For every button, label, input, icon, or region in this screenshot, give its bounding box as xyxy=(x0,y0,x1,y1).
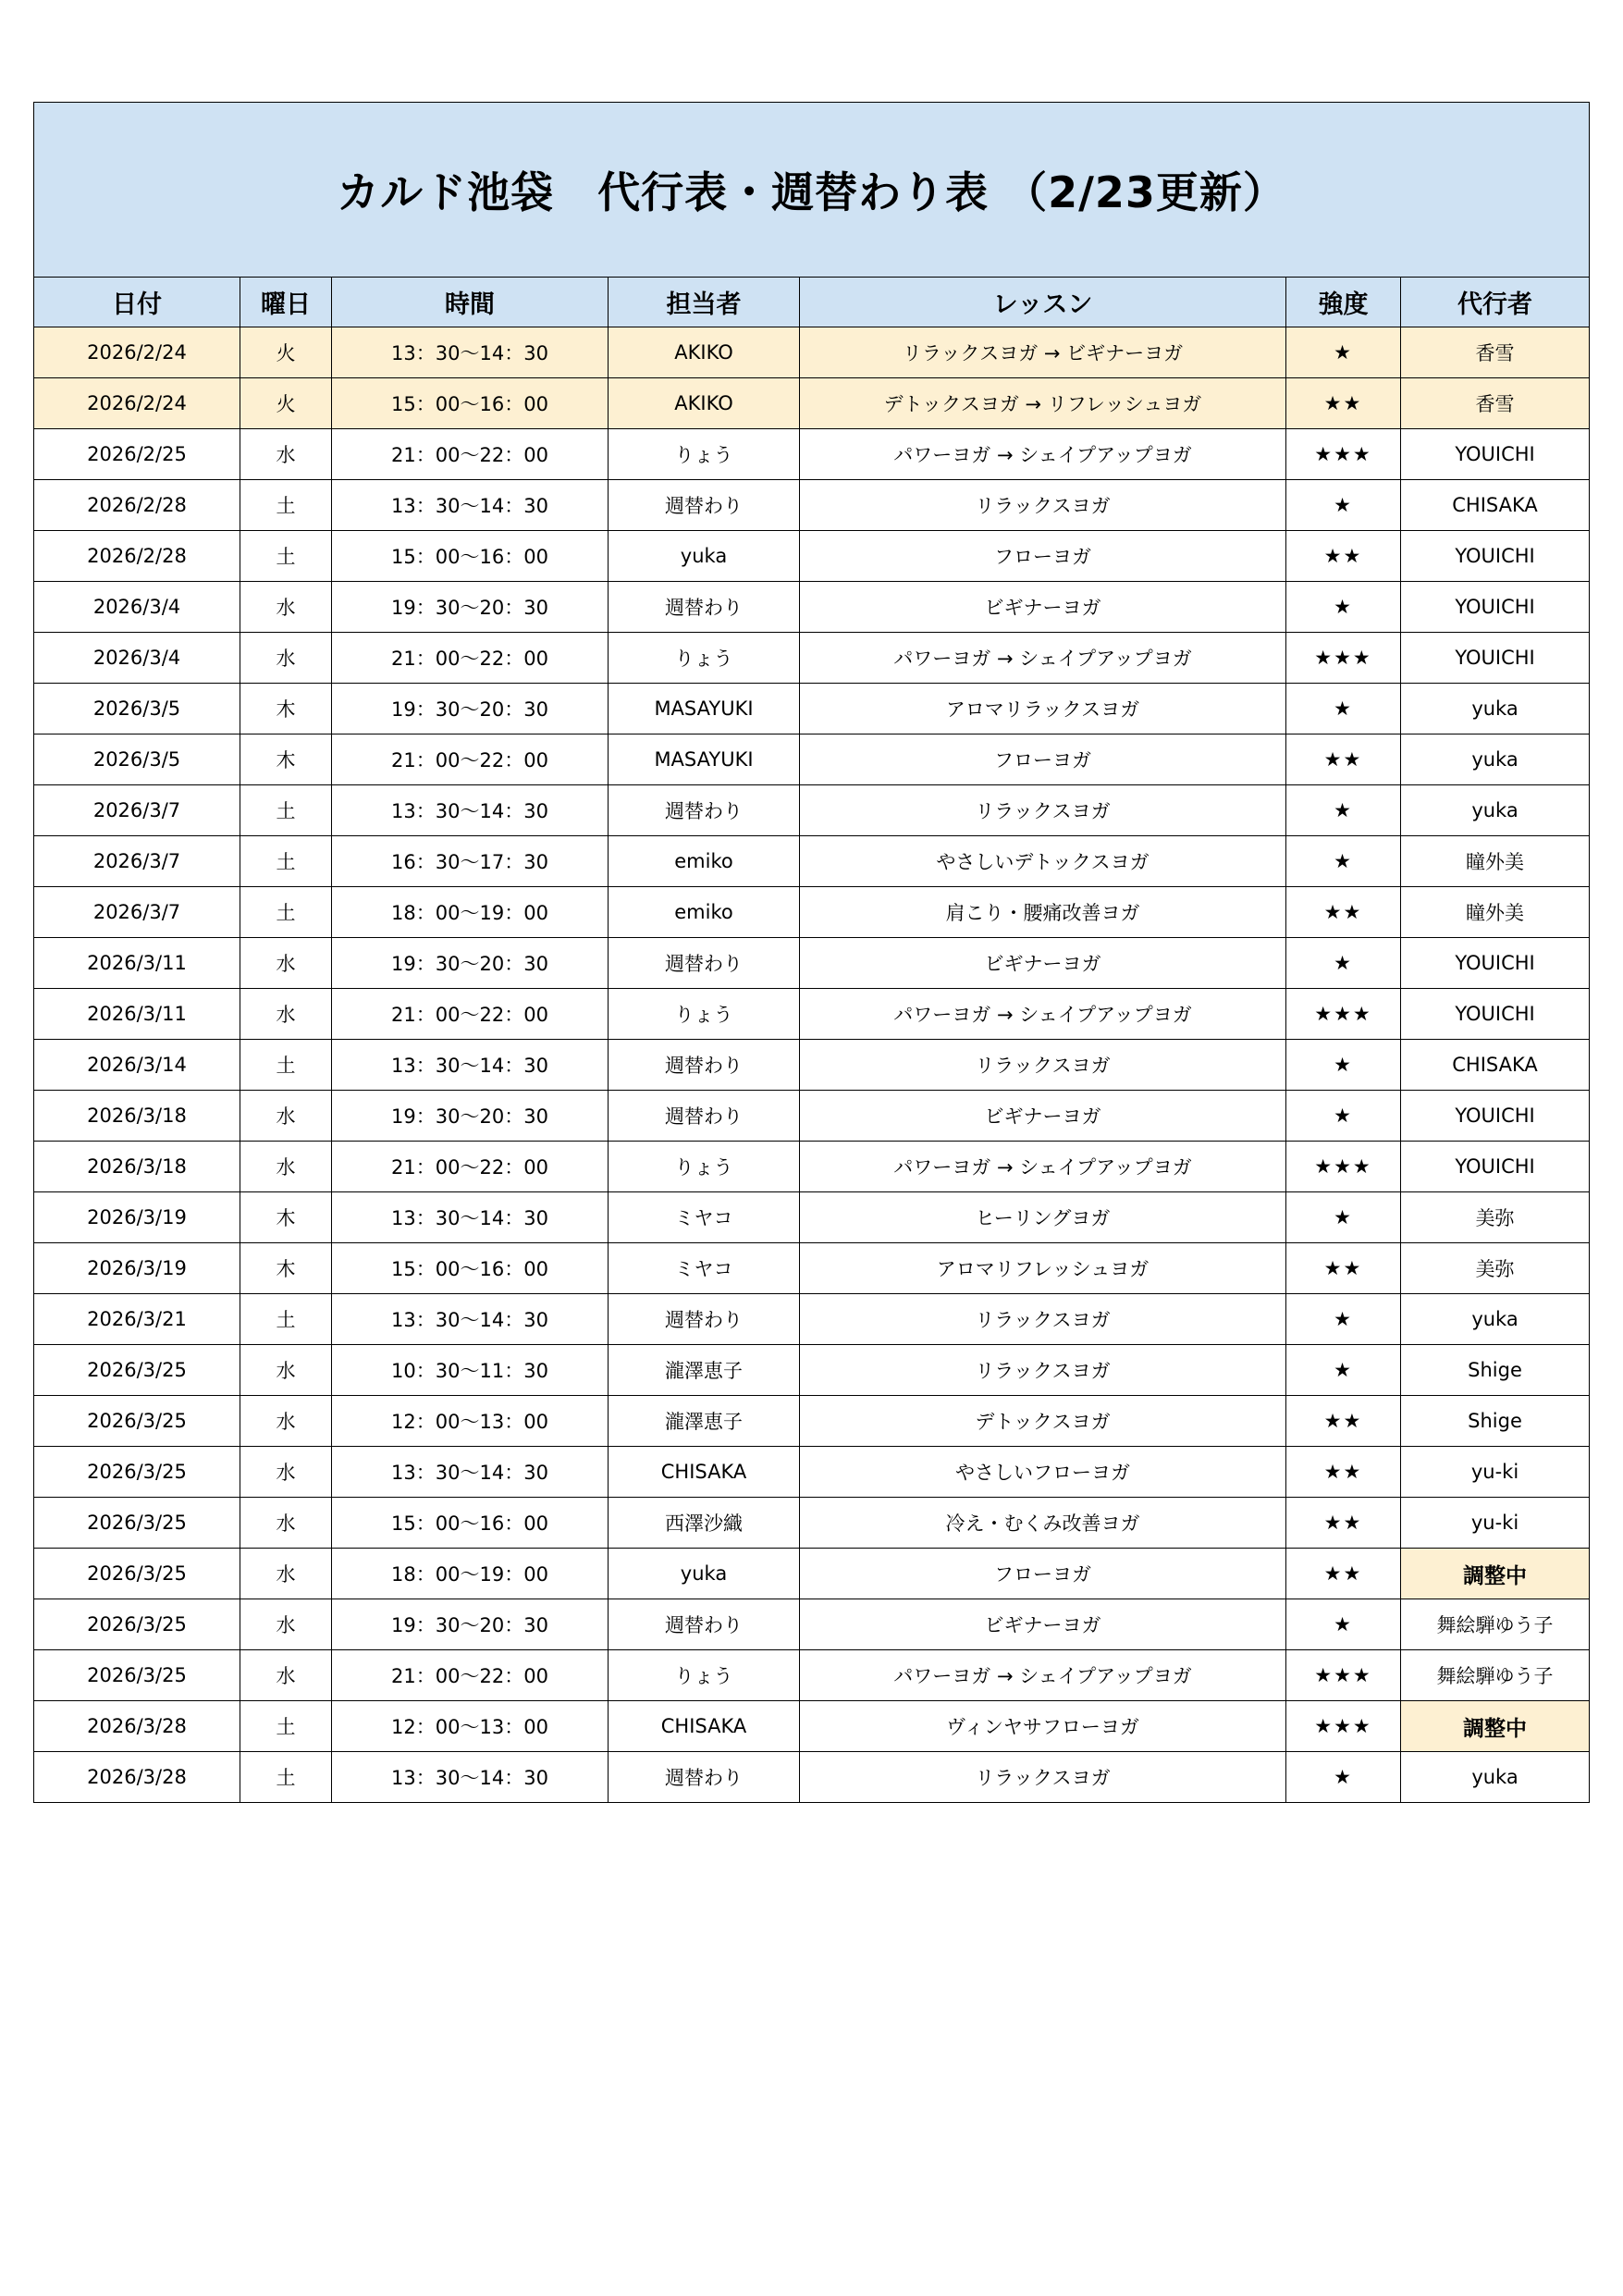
instructor-cell: りょう xyxy=(609,1650,800,1701)
intensity-cell: ★ xyxy=(1286,684,1401,734)
intensity-cell: ★ xyxy=(1286,327,1401,378)
substitute-cell: 瞳外美 xyxy=(1401,887,1590,938)
date-cell: 2026/2/24 xyxy=(34,327,240,378)
table-row xyxy=(34,327,1590,378)
intensity-cell: ★★★ xyxy=(1286,989,1401,1040)
lesson-cell: リラックスヨガ xyxy=(800,1752,1286,1803)
date-cell: 2026/3/4 xyxy=(34,633,240,684)
lesson-cell: リラックスヨガ xyxy=(800,785,1286,836)
time-cell: 19：30〜20：30 xyxy=(332,1091,609,1142)
table-row xyxy=(34,1599,1590,1650)
intensity-cell: ★★ xyxy=(1286,887,1401,938)
table-row xyxy=(34,887,1590,938)
lesson-cell: フローヨガ xyxy=(800,1549,1286,1599)
instructor-cell: AKIKO xyxy=(609,378,800,429)
date-cell: 2026/2/28 xyxy=(34,480,240,531)
table-row xyxy=(34,582,1590,633)
table-row xyxy=(34,1752,1590,1803)
date-cell: 2026/3/25 xyxy=(34,1396,240,1447)
instructor-cell: ミヤコ xyxy=(609,1192,800,1243)
table-row xyxy=(34,1040,1590,1091)
table-row xyxy=(34,1701,1590,1752)
day-cell: 土 xyxy=(240,1040,332,1091)
time-cell: 13：30〜14：30 xyxy=(332,1192,609,1243)
table-row xyxy=(34,378,1590,429)
table-row xyxy=(34,734,1590,785)
date-cell: 2026/3/25 xyxy=(34,1549,240,1599)
substitute-cell: 美弥 xyxy=(1401,1243,1590,1294)
table-row xyxy=(34,1091,1590,1142)
substitute-cell: 瞳外美 xyxy=(1401,836,1590,887)
date-cell: 2026/2/28 xyxy=(34,531,240,582)
day-cell: 水 xyxy=(240,1447,332,1498)
substitute-cell: YOUICHI xyxy=(1401,938,1590,989)
time-cell: 21：00〜22：00 xyxy=(332,1142,609,1192)
time-cell: 21：00〜22：00 xyxy=(332,633,609,684)
day-cell: 土 xyxy=(240,785,332,836)
column-header-time: 時間 xyxy=(332,278,609,327)
intensity-cell: ★ xyxy=(1286,1345,1401,1396)
lesson-cell: ヴィンヤサフローヨガ xyxy=(800,1701,1286,1752)
intensity-cell: ★★ xyxy=(1286,531,1401,582)
time-cell: 13：30〜14：30 xyxy=(332,1294,609,1345)
substitute-cell: yu-ki xyxy=(1401,1498,1590,1549)
time-cell: 18：00〜19：00 xyxy=(332,887,609,938)
schedule-rows xyxy=(34,327,1590,1803)
time-cell: 19：30〜20：30 xyxy=(332,582,609,633)
lesson-cell: ビギナーヨガ xyxy=(800,1091,1286,1142)
intensity-cell: ★★ xyxy=(1286,1243,1401,1294)
date-cell: 2026/3/5 xyxy=(34,684,240,734)
instructor-cell: 週替わり xyxy=(609,938,800,989)
time-cell: 21：00〜22：00 xyxy=(332,989,609,1040)
lesson-cell: 肩こり・腰痛改善ヨガ xyxy=(800,887,1286,938)
time-cell: 12：00〜13：00 xyxy=(332,1701,609,1752)
time-cell: 21：00〜22：00 xyxy=(332,734,609,785)
instructor-cell: ミヤコ xyxy=(609,1243,800,1294)
day-cell: 水 xyxy=(240,633,332,684)
day-cell: 木 xyxy=(240,684,332,734)
substitute-cell: 香雪 xyxy=(1401,327,1590,378)
day-cell: 土 xyxy=(240,1294,332,1345)
instructor-cell: MASAYUKI xyxy=(609,684,800,734)
day-cell: 土 xyxy=(240,480,332,531)
substitute-cell: YOUICHI xyxy=(1401,989,1590,1040)
lesson-cell: ビギナーヨガ xyxy=(800,938,1286,989)
table-row xyxy=(34,1650,1590,1701)
intensity-cell: ★ xyxy=(1286,582,1401,633)
intensity-cell: ★ xyxy=(1286,938,1401,989)
instructor-cell: 週替わり xyxy=(609,1294,800,1345)
substitute-cell: 舞絵騨ゆう子 xyxy=(1401,1650,1590,1701)
substitute-cell: yuka xyxy=(1401,734,1590,785)
date-cell: 2026/3/7 xyxy=(34,836,240,887)
substitute-cell: CHISAKA xyxy=(1401,1040,1590,1091)
substitute-cell: 調整中 xyxy=(1401,1549,1590,1599)
lesson-cell: パワーヨガ → シェイプアップヨガ xyxy=(800,989,1286,1040)
date-cell: 2026/3/18 xyxy=(34,1091,240,1142)
lesson-cell: やさしいデトックスヨガ xyxy=(800,836,1286,887)
day-cell: 水 xyxy=(240,1396,332,1447)
intensity-cell: ★★★ xyxy=(1286,633,1401,684)
table-row xyxy=(34,429,1590,480)
intensity-cell: ★ xyxy=(1286,1040,1401,1091)
substitute-cell: YOUICHI xyxy=(1401,1091,1590,1142)
time-cell: 13：30〜14：30 xyxy=(332,1752,609,1803)
substitute-cell: yuka xyxy=(1401,1752,1590,1803)
table-row xyxy=(34,531,1590,582)
time-cell: 13：30〜14：30 xyxy=(332,1040,609,1091)
intensity-cell: ★★ xyxy=(1286,1396,1401,1447)
day-cell: 木 xyxy=(240,1243,332,1294)
date-cell: 2026/2/24 xyxy=(34,378,240,429)
column-header-date: 日付 xyxy=(34,278,240,327)
lesson-cell: ビギナーヨガ xyxy=(800,582,1286,633)
substitute-cell: YOUICHI xyxy=(1401,582,1590,633)
substitute-cell: 美弥 xyxy=(1401,1192,1590,1243)
day-cell: 土 xyxy=(240,531,332,582)
substitute-schedule-table xyxy=(33,102,1590,1803)
date-cell: 2026/3/25 xyxy=(34,1650,240,1701)
column-header-day: 曜日 xyxy=(240,278,332,327)
time-cell: 13：30〜14：30 xyxy=(332,785,609,836)
intensity-cell: ★★★ xyxy=(1286,429,1401,480)
instructor-cell: emiko xyxy=(609,836,800,887)
time-cell: 15：00〜16：00 xyxy=(332,531,609,582)
instructor-cell: 週替わり xyxy=(609,1040,800,1091)
date-cell: 2026/3/11 xyxy=(34,938,240,989)
column-header-substitute: 代行者 xyxy=(1401,278,1590,327)
instructor-cell: yuka xyxy=(609,531,800,582)
time-cell: 19：30〜20：30 xyxy=(332,1599,609,1650)
instructor-cell: りょう xyxy=(609,633,800,684)
day-cell: 水 xyxy=(240,1091,332,1142)
time-cell: 19：30〜20：30 xyxy=(332,938,609,989)
lesson-cell: パワーヨガ → シェイプアップヨガ xyxy=(800,1650,1286,1701)
intensity-cell: ★★★ xyxy=(1286,1650,1401,1701)
column-header-instructor: 担当者 xyxy=(609,278,800,327)
substitute-cell: CHISAKA xyxy=(1401,480,1590,531)
date-cell: 2026/3/25 xyxy=(34,1498,240,1549)
intensity-cell: ★★★ xyxy=(1286,1701,1401,1752)
intensity-cell: ★★★ xyxy=(1286,1142,1401,1192)
intensity-cell: ★★ xyxy=(1286,1549,1401,1599)
lesson-cell: リラックスヨガ → ビギナーヨガ xyxy=(800,327,1286,378)
instructor-cell: 週替わり xyxy=(609,480,800,531)
table-row xyxy=(34,480,1590,531)
day-cell: 水 xyxy=(240,582,332,633)
substitute-cell: yuka xyxy=(1401,1294,1590,1345)
date-cell: 2026/3/28 xyxy=(34,1752,240,1803)
day-cell: 水 xyxy=(240,1142,332,1192)
table-row xyxy=(34,1294,1590,1345)
date-cell: 2026/3/21 xyxy=(34,1294,240,1345)
lesson-cell: 冷え・むくみ改善ヨガ xyxy=(800,1498,1286,1549)
intensity-cell: ★ xyxy=(1286,1599,1401,1650)
intensity-cell: ★ xyxy=(1286,785,1401,836)
column-header-lesson: レッスン xyxy=(800,278,1286,327)
day-cell: 火 xyxy=(240,327,332,378)
column-header-intensity: 強度 xyxy=(1286,278,1401,327)
intensity-cell: ★ xyxy=(1286,836,1401,887)
title-row xyxy=(34,103,1590,278)
day-cell: 火 xyxy=(240,378,332,429)
instructor-cell: 瀧澤恵子 xyxy=(609,1345,800,1396)
instructor-cell: CHISAKA xyxy=(609,1447,800,1498)
lesson-cell: やさしいフローヨガ xyxy=(800,1447,1286,1498)
time-cell: 15：00〜16：00 xyxy=(332,378,609,429)
time-cell: 15：00〜16：00 xyxy=(332,1498,609,1549)
table-row xyxy=(34,1345,1590,1396)
instructor-cell: 西澤沙織 xyxy=(609,1498,800,1549)
instructor-cell: 週替わり xyxy=(609,582,800,633)
instructor-cell: 週替わり xyxy=(609,1599,800,1650)
intensity-cell: ★★ xyxy=(1286,734,1401,785)
substitute-cell: 調整中 xyxy=(1401,1701,1590,1752)
table-row xyxy=(34,1192,1590,1243)
date-cell: 2026/3/14 xyxy=(34,1040,240,1091)
table-row xyxy=(34,938,1590,989)
day-cell: 水 xyxy=(240,1599,332,1650)
intensity-cell: ★ xyxy=(1286,1294,1401,1345)
day-cell: 水 xyxy=(240,1549,332,1599)
lesson-cell: リラックスヨガ xyxy=(800,1345,1286,1396)
day-cell: 土 xyxy=(240,1752,332,1803)
substitute-cell: Shige xyxy=(1401,1345,1590,1396)
substitute-cell: YOUICHI xyxy=(1401,429,1590,480)
instructor-cell: りょう xyxy=(609,429,800,480)
date-cell: 2026/3/25 xyxy=(34,1447,240,1498)
substitute-cell: 香雪 xyxy=(1401,378,1590,429)
table-row xyxy=(34,684,1590,734)
substitute-cell: YOUICHI xyxy=(1401,1142,1590,1192)
instructor-cell: 週替わり xyxy=(609,1091,800,1142)
time-cell: 10：30〜11：30 xyxy=(332,1345,609,1396)
time-cell: 21：00〜22：00 xyxy=(332,429,609,480)
table-row xyxy=(34,989,1590,1040)
day-cell: 水 xyxy=(240,429,332,480)
date-cell: 2026/3/11 xyxy=(34,989,240,1040)
lesson-cell: リラックスヨガ xyxy=(800,1294,1286,1345)
intensity-cell: ★★ xyxy=(1286,1447,1401,1498)
time-cell: 16：30〜17：30 xyxy=(332,836,609,887)
table-row xyxy=(34,836,1590,887)
day-cell: 木 xyxy=(240,734,332,785)
date-cell: 2026/3/19 xyxy=(34,1192,240,1243)
lesson-cell: ビギナーヨガ xyxy=(800,1599,1286,1650)
table-row xyxy=(34,785,1590,836)
lesson-cell: フローヨガ xyxy=(800,734,1286,785)
table-row xyxy=(34,1243,1590,1294)
instructor-cell: CHISAKA xyxy=(609,1701,800,1752)
time-cell: 13：30〜14：30 xyxy=(332,327,609,378)
lesson-cell: パワーヨガ → シェイプアップヨガ xyxy=(800,633,1286,684)
day-cell: 水 xyxy=(240,1345,332,1396)
instructor-cell: 瀧澤恵子 xyxy=(609,1396,800,1447)
instructor-cell: りょう xyxy=(609,989,800,1040)
date-cell: 2026/3/28 xyxy=(34,1701,240,1752)
table-row xyxy=(34,1549,1590,1599)
instructor-cell: 週替わり xyxy=(609,1752,800,1803)
date-cell: 2026/3/25 xyxy=(34,1599,240,1650)
substitute-cell: yuka xyxy=(1401,785,1590,836)
time-cell: 19：30〜20：30 xyxy=(332,684,609,734)
instructor-cell: yuka xyxy=(609,1549,800,1599)
lesson-cell: アロマリフレッシュヨガ xyxy=(800,1243,1286,1294)
time-cell: 13：30〜14：30 xyxy=(332,1447,609,1498)
lesson-cell: リラックスヨガ xyxy=(800,480,1286,531)
lesson-cell: パワーヨガ → シェイプアップヨガ xyxy=(800,1142,1286,1192)
substitute-cell: Shige xyxy=(1401,1396,1590,1447)
column-header-row xyxy=(34,278,1590,327)
day-cell: 水 xyxy=(240,989,332,1040)
table-row xyxy=(34,1142,1590,1192)
lesson-cell: ヒーリングヨガ xyxy=(800,1192,1286,1243)
day-cell: 木 xyxy=(240,1192,332,1243)
day-cell: 水 xyxy=(240,938,332,989)
instructor-cell: 週替わり xyxy=(609,785,800,836)
time-cell: 15：00〜16：00 xyxy=(332,1243,609,1294)
instructor-cell: MASAYUKI xyxy=(609,734,800,785)
date-cell: 2026/3/7 xyxy=(34,785,240,836)
lesson-cell: デトックスヨガ → リフレッシュヨガ xyxy=(800,378,1286,429)
lesson-cell: フローヨガ xyxy=(800,531,1286,582)
day-cell: 土 xyxy=(240,887,332,938)
day-cell: 水 xyxy=(240,1650,332,1701)
date-cell: 2026/2/25 xyxy=(34,429,240,480)
intensity-cell: ★ xyxy=(1286,480,1401,531)
time-cell: 18：00〜19：00 xyxy=(332,1549,609,1599)
page-title: カルド池袋 代行表・週替わり表 （2/23更新） xyxy=(34,103,1590,278)
day-cell: 水 xyxy=(240,1498,332,1549)
substitute-cell: yu-ki xyxy=(1401,1447,1590,1498)
intensity-cell: ★ xyxy=(1286,1091,1401,1142)
time-cell: 21：00〜22：00 xyxy=(332,1650,609,1701)
time-cell: 13：30〜14：30 xyxy=(332,480,609,531)
intensity-cell: ★★ xyxy=(1286,378,1401,429)
date-cell: 2026/3/25 xyxy=(34,1345,240,1396)
date-cell: 2026/3/18 xyxy=(34,1142,240,1192)
date-cell: 2026/3/5 xyxy=(34,734,240,785)
substitute-cell: yuka xyxy=(1401,684,1590,734)
table-row xyxy=(34,1396,1590,1447)
day-cell: 土 xyxy=(240,1701,332,1752)
table-row xyxy=(34,1447,1590,1498)
substitute-cell: YOUICHI xyxy=(1401,531,1590,582)
lesson-cell: リラックスヨガ xyxy=(800,1040,1286,1091)
intensity-cell: ★ xyxy=(1286,1192,1401,1243)
substitute-cell: 舞絵騨ゆう子 xyxy=(1401,1599,1590,1650)
table-row xyxy=(34,633,1590,684)
intensity-cell: ★★ xyxy=(1286,1498,1401,1549)
instructor-cell: AKIKO xyxy=(609,327,800,378)
instructor-cell: りょう xyxy=(609,1142,800,1192)
instructor-cell: emiko xyxy=(609,887,800,938)
date-cell: 2026/3/4 xyxy=(34,582,240,633)
lesson-cell: デトックスヨガ xyxy=(800,1396,1286,1447)
intensity-cell: ★ xyxy=(1286,1752,1401,1803)
date-cell: 2026/3/7 xyxy=(34,887,240,938)
lesson-cell: アロマリラックスヨガ xyxy=(800,684,1286,734)
lesson-cell: パワーヨガ → シェイプアップヨガ xyxy=(800,429,1286,480)
table-row xyxy=(34,1498,1590,1549)
substitute-cell: YOUICHI xyxy=(1401,633,1590,684)
date-cell: 2026/3/19 xyxy=(34,1243,240,1294)
time-cell: 12：00〜13：00 xyxy=(332,1396,609,1447)
day-cell: 土 xyxy=(240,836,332,887)
